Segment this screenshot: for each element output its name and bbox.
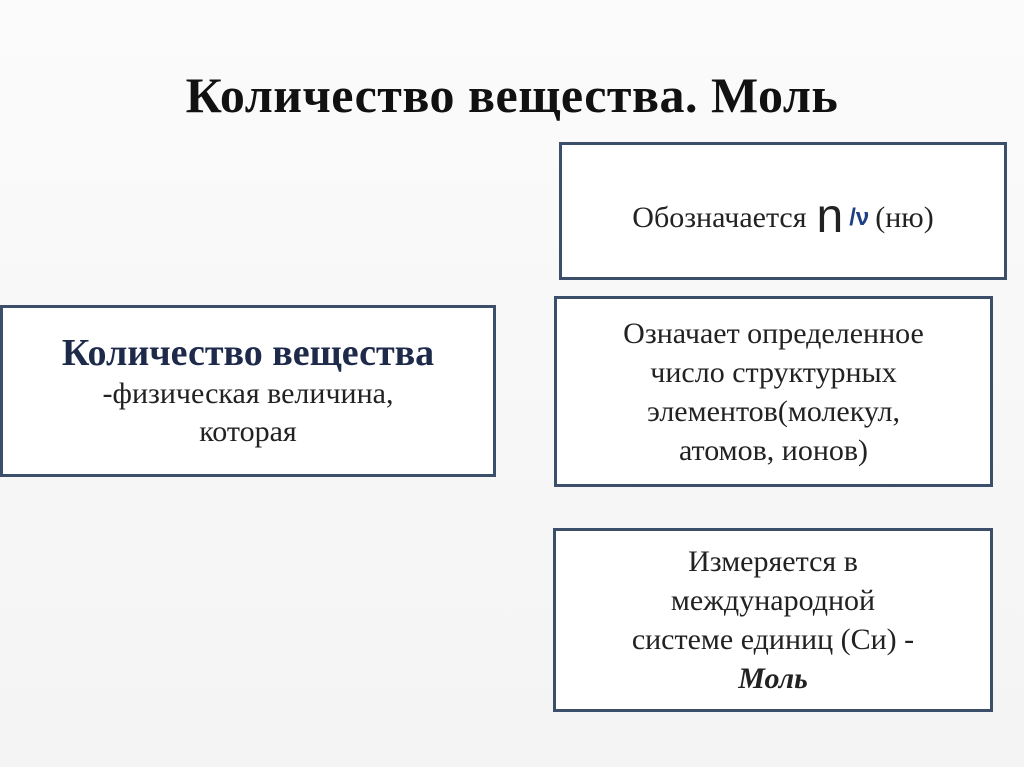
- definition-box: [0, 305, 496, 477]
- symbol-nu: /ν: [849, 204, 870, 231]
- measure-line-3: системе единиц (Си) -: [631, 623, 915, 656]
- means-line-3: элементов(молекул,: [646, 394, 901, 428]
- notation-label: Обозначается: [632, 201, 807, 234]
- notation-box: [559, 142, 1007, 280]
- slide-title: Количество вещества. Моль: [185, 67, 839, 123]
- definition-line-2: которая: [199, 414, 297, 448]
- definition-line-1: -физическая величина,: [102, 377, 394, 411]
- measure-unit: Моль: [738, 662, 808, 695]
- means-box: [554, 296, 993, 487]
- measure-line-1: Измеряется в: [688, 545, 858, 578]
- measure-box: [553, 528, 993, 712]
- definition-term: Количество вещества: [61, 331, 435, 374]
- means-line-1: Означает определенное: [623, 316, 924, 350]
- measure-line-2: международной: [670, 584, 876, 617]
- symbol-n: n: [816, 189, 844, 243]
- means-line-2: число структурных: [650, 355, 897, 389]
- means-line-4: атомов, ионов): [678, 433, 869, 467]
- nu-name: (ню): [875, 201, 934, 234]
